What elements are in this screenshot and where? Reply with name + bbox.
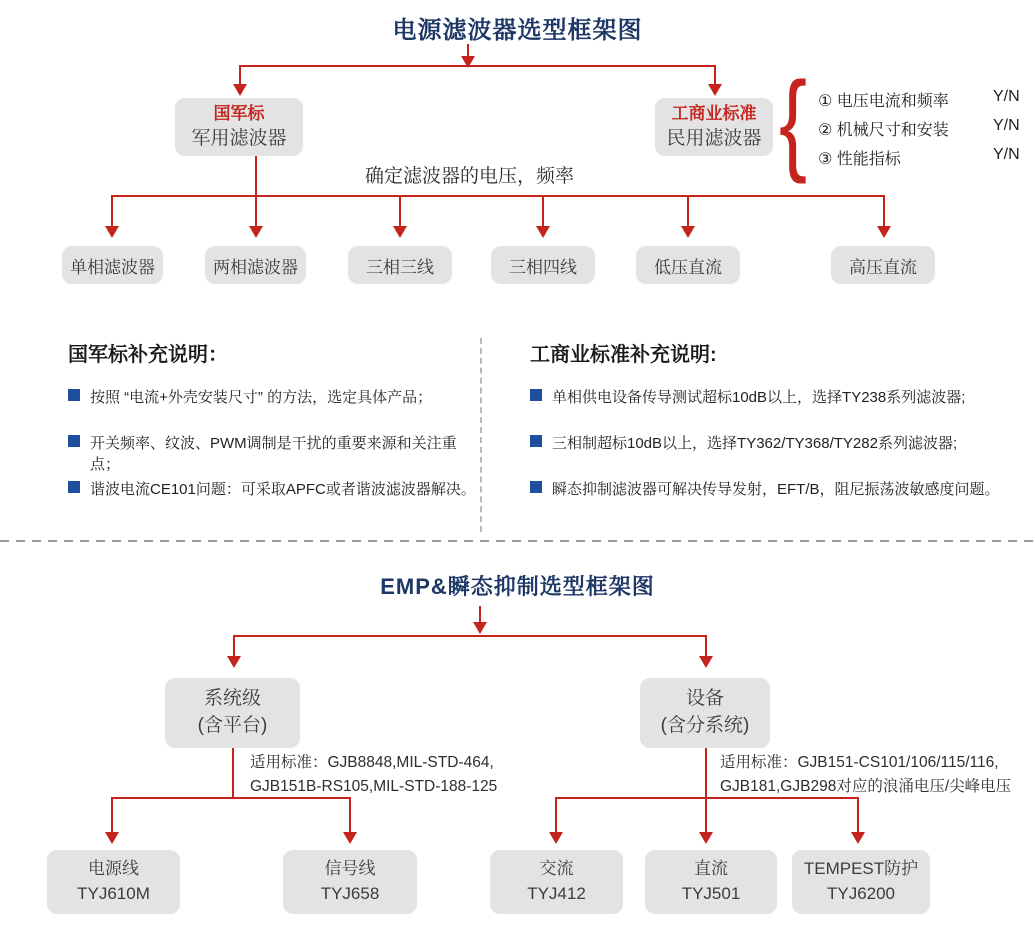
node-label-line1: 信号线 xyxy=(324,859,376,879)
node-label: 单相滤波器 xyxy=(70,257,155,277)
node-tag: 工商业标准 xyxy=(671,103,757,123)
standards-line1: 适用标准：GJB8848,MIL-STD-464, xyxy=(250,754,494,771)
connector-line xyxy=(111,195,113,227)
arrow-down-icon xyxy=(699,832,713,844)
arrow-down-icon xyxy=(105,832,119,844)
note-item xyxy=(68,478,478,499)
node-ac-tyj412 xyxy=(490,850,623,914)
node-label-line2: TYJ6200 xyxy=(826,884,896,903)
node-commercial-standard xyxy=(655,98,773,156)
node-single-phase-filter xyxy=(62,246,163,284)
node-signal-line-tyj658 xyxy=(283,850,417,914)
connector-line xyxy=(714,65,716,85)
node-label-line2: TYJ501 xyxy=(681,884,741,903)
connector-line xyxy=(883,195,885,227)
connector-line xyxy=(399,195,401,227)
node-label-line2: TYJ412 xyxy=(527,884,586,903)
node-dc-tyj501 xyxy=(645,850,777,914)
node-label-line2: (含分系统) xyxy=(660,715,750,736)
arrow-down-icon xyxy=(393,226,407,238)
chart1-title: 电源滤波器选型框架图 xyxy=(392,17,643,44)
node-label: 三相三线 xyxy=(366,257,434,277)
note-text: 瞬态抑制滤波器可解决传导发射，EFT/B，阻尼振荡波敏感度问题。 xyxy=(552,481,1000,498)
connector-line xyxy=(349,797,351,833)
criteria-label: ① 电压电流和频率 xyxy=(818,93,949,110)
node-label: 三相四线 xyxy=(509,257,577,277)
bullet-square-icon xyxy=(68,435,80,447)
connector-line xyxy=(255,156,257,196)
connector-line xyxy=(705,797,707,833)
node-power-line-tyj610m xyxy=(47,850,180,914)
bullet-square-icon xyxy=(530,389,542,401)
node-label-line2: TYJ610M xyxy=(77,884,150,903)
note-item xyxy=(530,386,1010,407)
note-text: 谐波电流CE101问题：可采取APFC或者谐波滤波器解决。 xyxy=(90,481,476,498)
connector-line xyxy=(111,797,113,833)
connector-line xyxy=(542,195,544,227)
node-low-voltage-dc xyxy=(636,246,740,284)
bullet-square-icon xyxy=(68,481,80,493)
node-two-phase-filter xyxy=(205,246,306,284)
criteria-value: Y/N xyxy=(993,88,1020,105)
arrow-down-icon xyxy=(549,832,563,844)
node-equipment-level xyxy=(640,678,770,748)
note-item xyxy=(68,432,478,474)
criteria-row xyxy=(818,88,1033,111)
chart2-title: EMP&瞬态抑制选型框架图 xyxy=(380,574,655,599)
arrow-down-icon xyxy=(877,226,891,238)
connector-line xyxy=(239,65,716,67)
connector-line xyxy=(857,797,859,833)
connector-line xyxy=(555,797,557,833)
arrow-down-icon xyxy=(699,656,713,668)
note-item xyxy=(530,478,1020,499)
connector-line xyxy=(705,635,707,657)
node-label: 民用滤波器 xyxy=(666,127,762,149)
system-standards-note xyxy=(250,751,497,799)
bullet-square-icon xyxy=(68,389,80,401)
node-label-line2: (含平台) xyxy=(197,715,268,736)
node-high-voltage-dc xyxy=(831,246,935,284)
connector-line xyxy=(232,748,234,799)
arrow-down-icon xyxy=(681,226,695,238)
node-label-line2: TYJ658 xyxy=(320,884,380,903)
node-label: 两相滤波器 xyxy=(213,257,298,277)
bullet-square-icon xyxy=(530,481,542,493)
horizontal-dashed-divider xyxy=(0,540,1035,542)
connector-line xyxy=(239,65,241,85)
node-system-level xyxy=(165,678,300,748)
voltage-frequency-note: 确定滤波器的电压，频率 xyxy=(365,166,575,187)
criteria-row xyxy=(818,146,1033,169)
arrow-down-icon xyxy=(249,226,263,238)
commercial-notes-heading: 工商业标准补充说明: xyxy=(530,344,717,366)
arrow-down-icon xyxy=(851,832,865,844)
node-label-line1: TEMPEST防护 xyxy=(803,859,919,879)
criteria-row xyxy=(818,117,1033,140)
criteria-value: Y/N xyxy=(993,146,1020,163)
brace-icon: { xyxy=(779,59,808,184)
note-text: 单相供电设备传导测试超标10dB以上，选择TY238系列滤波器; xyxy=(552,389,966,406)
connector-line xyxy=(111,195,885,197)
connector-line xyxy=(705,748,707,799)
equipment-standards-note xyxy=(720,751,1011,799)
criteria-label: ② 机械尺寸和安装 xyxy=(818,122,949,139)
node-tag: 国军标 xyxy=(213,103,265,123)
standards-line2: GJB181,GJB298对应的浪涌电压/尖峰电压 xyxy=(720,778,1012,796)
connector-line xyxy=(233,635,235,657)
note-text: 按照 “电流+外壳安装尺寸” 的方法，选定具体产品； xyxy=(90,389,433,406)
arrow-down-icon xyxy=(105,226,119,238)
node-label-line1: 直流 xyxy=(694,859,728,879)
node-label: 高压直流 xyxy=(849,257,917,277)
note-text: 开关频率、纹波、PWM调制是干扰的重要来源和关注重点； xyxy=(90,435,457,473)
connector-line xyxy=(687,195,689,227)
standards-line2: GJB151B-RS105,MIL-STD-188-125 xyxy=(250,778,498,796)
node-label-line1: 设备 xyxy=(685,688,724,710)
arrow-down-icon xyxy=(227,656,241,668)
arrow-down-icon xyxy=(473,622,487,634)
note-item xyxy=(68,386,468,407)
arrow-down-icon xyxy=(536,226,550,238)
node-label-line1: 系统级 xyxy=(203,688,261,710)
military-notes-heading: 国军标补充说明： xyxy=(68,344,228,366)
node-label: 低压直流 xyxy=(654,257,722,277)
criteria-label: ③ 性能指标 xyxy=(818,151,901,168)
note-text: 三相制超标10dB以上，选择TY362/TY368/TY282系列滤波器; xyxy=(552,435,958,452)
bullet-square-icon xyxy=(530,435,542,447)
note-item xyxy=(530,432,1010,453)
vertical-dashed-divider xyxy=(480,338,482,532)
node-tempest-tyj6200 xyxy=(792,850,930,914)
node-military-standard xyxy=(175,98,303,156)
connector-line xyxy=(479,606,481,623)
node-label-line1: 电源线 xyxy=(88,859,139,879)
connector-line xyxy=(255,195,257,227)
node-three-phase-four-wire xyxy=(491,246,595,284)
criteria-value: Y/N xyxy=(993,117,1020,134)
connector-line xyxy=(555,797,859,799)
arrow-down-icon xyxy=(233,84,247,96)
connector-line xyxy=(111,797,351,799)
node-label: 军用滤波器 xyxy=(191,127,287,149)
standards-line1: 适用标准：GJB151-CS101/106/115/116, xyxy=(720,754,999,771)
node-label-line1: 交流 xyxy=(539,859,574,879)
node-three-phase-three-wire xyxy=(348,246,452,284)
arrow-down-icon xyxy=(343,832,357,844)
connector-line xyxy=(233,635,707,637)
arrow-down-icon xyxy=(708,84,722,96)
